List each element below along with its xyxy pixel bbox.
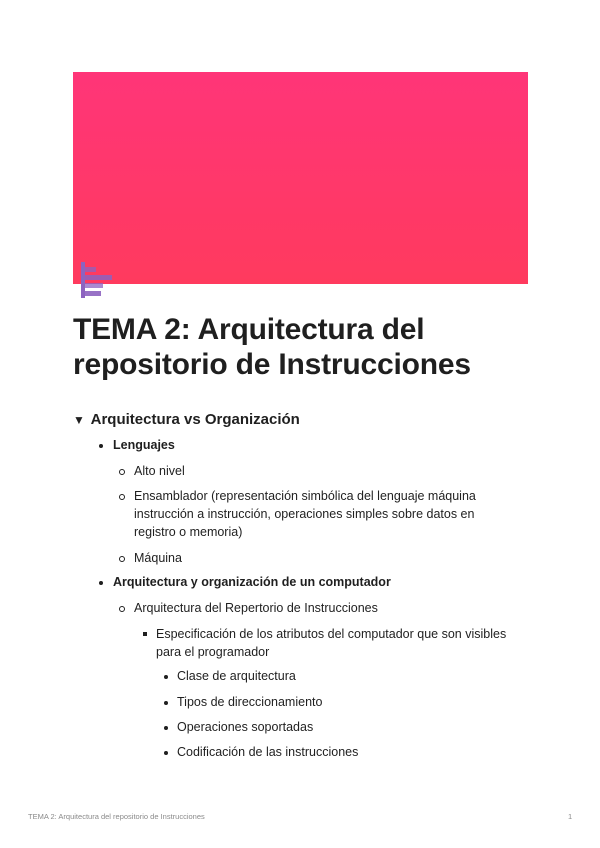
bullet-circle-icon <box>119 494 125 500</box>
bullet-disc-icon <box>99 581 103 585</box>
list-item-lenguajes: Lenguajes <box>113 438 175 452</box>
bullet-circle-icon <box>119 556 125 562</box>
bullet-square-icon <box>143 632 147 636</box>
footer-page-number: 1 <box>568 812 573 821</box>
list-item-alto-nivel: Alto nivel <box>134 464 185 478</box>
list-item-maquina: Máquina <box>134 551 182 565</box>
footer-title: TEMA 2: Arquitectura del repositorio de Instrucciones <box>28 812 205 821</box>
bullet-circle-icon <box>119 606 125 612</box>
list-item-arquitectura-organizacion: Arquitectura y organización de un computador <box>113 575 391 589</box>
page-icon <box>78 258 116 300</box>
list-item-arquitectura-repertorio: Arquitectura del Repertorio de Instrucciones <box>134 601 378 615</box>
list-item-codificacion: Codificación de las instrucciones <box>177 745 359 759</box>
list-item-tipos-direccionamiento: Tipos de direccionamiento <box>177 695 323 709</box>
list-item-ensamblador: Ensamblador (representación simbólica del lenguaje máquina instrucción a instrucción, operaciones simples sobre datos en registro o memoria) <box>134 489 476 539</box>
bullet-circle-icon <box>119 469 125 475</box>
bullet-disc-icon <box>164 675 168 679</box>
list-item-clase-arquitectura: Clase de arquitectura <box>177 669 296 683</box>
toggle-arrow-icon[interactable]: ▼ <box>73 413 85 427</box>
toggle-heading[interactable] <box>73 409 300 431</box>
list-item-operaciones: Operaciones soportadas <box>177 720 314 734</box>
list-item-especificacion: Especificación de los atributos del computador que son visibles para el programador <box>156 627 507 659</box>
page-title: TEMA 2: Arquitectura del repositorio de Instrucciones <box>73 313 471 381</box>
cover-banner <box>73 72 528 284</box>
bullet-disc-icon <box>99 444 103 448</box>
bullet-disc-icon <box>164 701 168 705</box>
bullet-disc-icon <box>164 726 168 730</box>
bullet-disc-icon <box>164 751 168 755</box>
toggle-heading-label: Arquitectura vs Organización <box>90 411 300 428</box>
